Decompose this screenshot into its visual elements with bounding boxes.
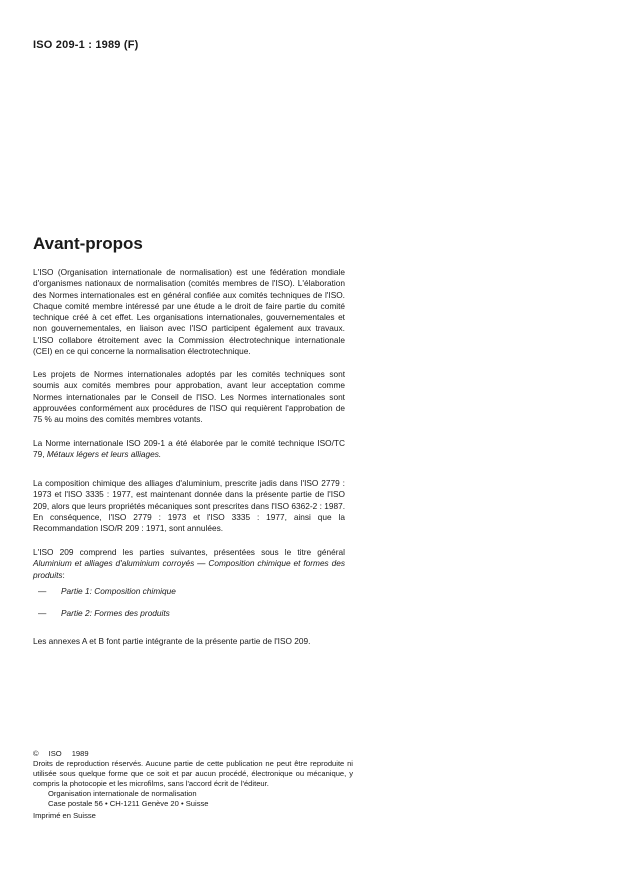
rights-notice: Droits de reproduction réservés. Aucune partie de cette publication ne peut être reproduite ni utilisée sous quelque forme que ce soit et par aucun procédé, électronique ou mécanique, y compris la photocopie et les microfilms, sans l'accord écrit de l'éditeur.	[33, 759, 353, 788]
copyright-org: ISO	[48, 749, 62, 758]
paragraph-parts-intro	[33, 547, 345, 581]
paragraph-annexes: Les annexes A et B font partie intégrante de la présente partie de l'ISO 209.	[33, 636, 311, 646]
paragraph-chemical-composition: La composition chimique des alliages d'aluminium, prescrite jadis dans l'ISO 2779 : 1973 et l'ISO 3335 : 1977, est maintenant donnée dans la présente partie de l'ISO 209, alors que leurs propriétés mécaniques sont prescrites dans l'ISO 6362-2 : 1987. En conséquence, l'ISO 2779 : 1973 et l'ISO 3335 : 1977, ainsi que la Recommandation ISO/R 209 : 1971, sont annulées.	[33, 478, 345, 534]
document-identifier: ISO 209-1 : 1989 (F)	[33, 39, 139, 51]
paragraph-iso-overview: L'ISO (Organisation internationale de normalisation) est une fédération mondiale d'organismes nationaux de normalisation (comités membres de l'ISO). L'élaboration des Normes internationales est en général confiée aux comités techniques de l'ISO. Chaque comité membre intéressé par une étude a le droit de faire partie du comité technique créé à cet effet. Les organisations internationales, gouvernementales et non gouvernementales, en liaison avec l'ISO participent également aux travaux. L'ISO collabore étroitement avec la Commission électrotechnique internationale (CEI) en ce qui concerne la normalisation électrotechnique.	[33, 267, 345, 357]
address-line-2: Case postale 56 • CH-1211 Genève 20 • Suisse	[48, 799, 209, 808]
list-dash: —	[38, 608, 47, 618]
printed-in: Imprimé en Suisse	[33, 811, 96, 820]
list-item	[38, 608, 176, 618]
list-dash: —	[38, 586, 47, 596]
part-2-label: Partie 2: Formes des produits	[61, 608, 170, 618]
copyright-symbol: ©	[33, 749, 39, 758]
committee-text: La Norme internationale ISO 209-1 a été élaborée par le comité technique ISO/TC 79,	[33, 438, 345, 460]
committee-title: Métaux légers et leurs alliages.	[46, 449, 162, 460]
copyright-line	[33, 749, 353, 759]
general-title: Aluminium et alliages d'aluminium corroyés — Composition chimique et formes des produits	[33, 558, 345, 580]
copyright-footer	[33, 749, 353, 821]
paragraph-draft-approval: Les projets de Normes internationales adoptés par les comités techniques sont soumis aux comités membres pour approbation, avant leur acceptation comme Normes internationales par le Conseil de l'ISO. Les Normes internationales sont approuvées conformément aux procédures de l'ISO qui requièrent l'approbation de 75 % au moins des comités membres votants.	[33, 369, 345, 425]
parts-intro-colon: :	[62, 569, 65, 580]
parts-list	[38, 586, 176, 630]
paragraph-technical-committee	[33, 438, 345, 461]
parts-intro-text: L'ISO 209 comprend les parties suivantes, présentées sous le titre général	[33, 547, 345, 557]
part-1-label: Partie 1: Composition chimique	[61, 586, 176, 596]
page-title: Avant-propos	[33, 234, 143, 253]
address-line-1: Organisation internationale de normalisation	[48, 789, 197, 798]
copyright-year: 1989	[71, 749, 89, 758]
list-item	[38, 586, 176, 596]
